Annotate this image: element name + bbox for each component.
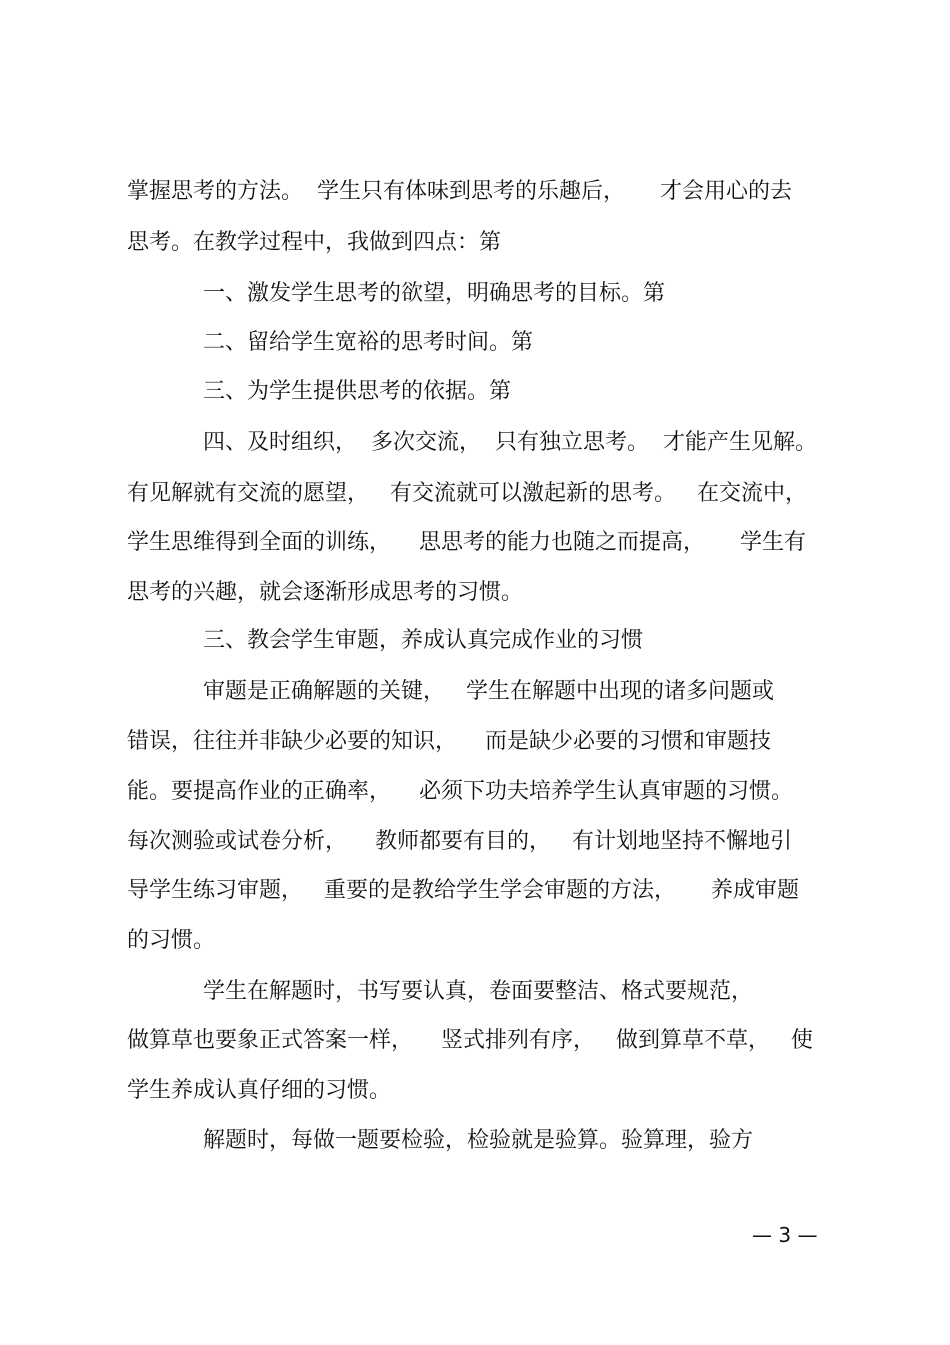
text-line: 学生思维得到全面的训练， 思思考的能力也随之而提高， 学生有 [127, 530, 806, 555]
text-line: 每次测验或试卷分析， 教师都要有目的， 有计划地坚持不懈地引 [127, 829, 792, 854]
text-line: 思考。在教学过程中，我做到四点：第 [127, 230, 502, 255]
text-line: 思考的兴趣，就会逐渐形成思考的习惯。 [127, 580, 524, 605]
text-line: 掌握思考的方法。 学生只有体味到思考的乐趣后， 才会用心的去 [127, 179, 792, 204]
text-line: 学生在解题时，书写要认真，卷面要整洁、格式要规范， [203, 979, 754, 1004]
text-line: 解题时，每做一题要检验，检验就是验算。验算理，验方 [203, 1128, 754, 1153]
text-line: 一、激发学生思考的欲望，明确思考的目标。第 [203, 281, 666, 306]
text-line: 做算草也要象正式答案一样， 竖式排列有序， 做到算草不草， 使 [127, 1028, 813, 1053]
section-heading: 三、教会学生审题，养成认真完成作业的习惯 [203, 628, 644, 653]
text-line: 错误，往往并非缺少必要的知识， 而是缺少必要的习惯和审题技 [127, 729, 771, 754]
text-line: 学生养成认真仔细的习惯。 [127, 1078, 392, 1103]
text-line: 四、及时组织， 多次交流， 只有独立思考。 才能产生见解。 [203, 430, 817, 455]
text-line: 审题是正确解题的关键， 学生在解题中出现的诸多问题或 [203, 679, 774, 704]
text-line: 的习惯。 [127, 928, 216, 953]
page-number: — 3 — [752, 1223, 818, 1247]
text-line: 能。要提高作业的正确率， 必须下功夫培养学生认真审题的习惯。 [127, 779, 793, 804]
text-line: 二、留给学生宽裕的思考时间。第 [203, 330, 534, 355]
text-line: 有见解就有交流的愿望， 有交流就可以激起新的思考。 在交流中， [127, 481, 807, 506]
text-line: 三、为学生提供思考的依据。第 [203, 379, 512, 404]
text-line: 导学生练习审题， 重要的是教给学生学会审题的方法， 养成审题 [127, 878, 799, 903]
